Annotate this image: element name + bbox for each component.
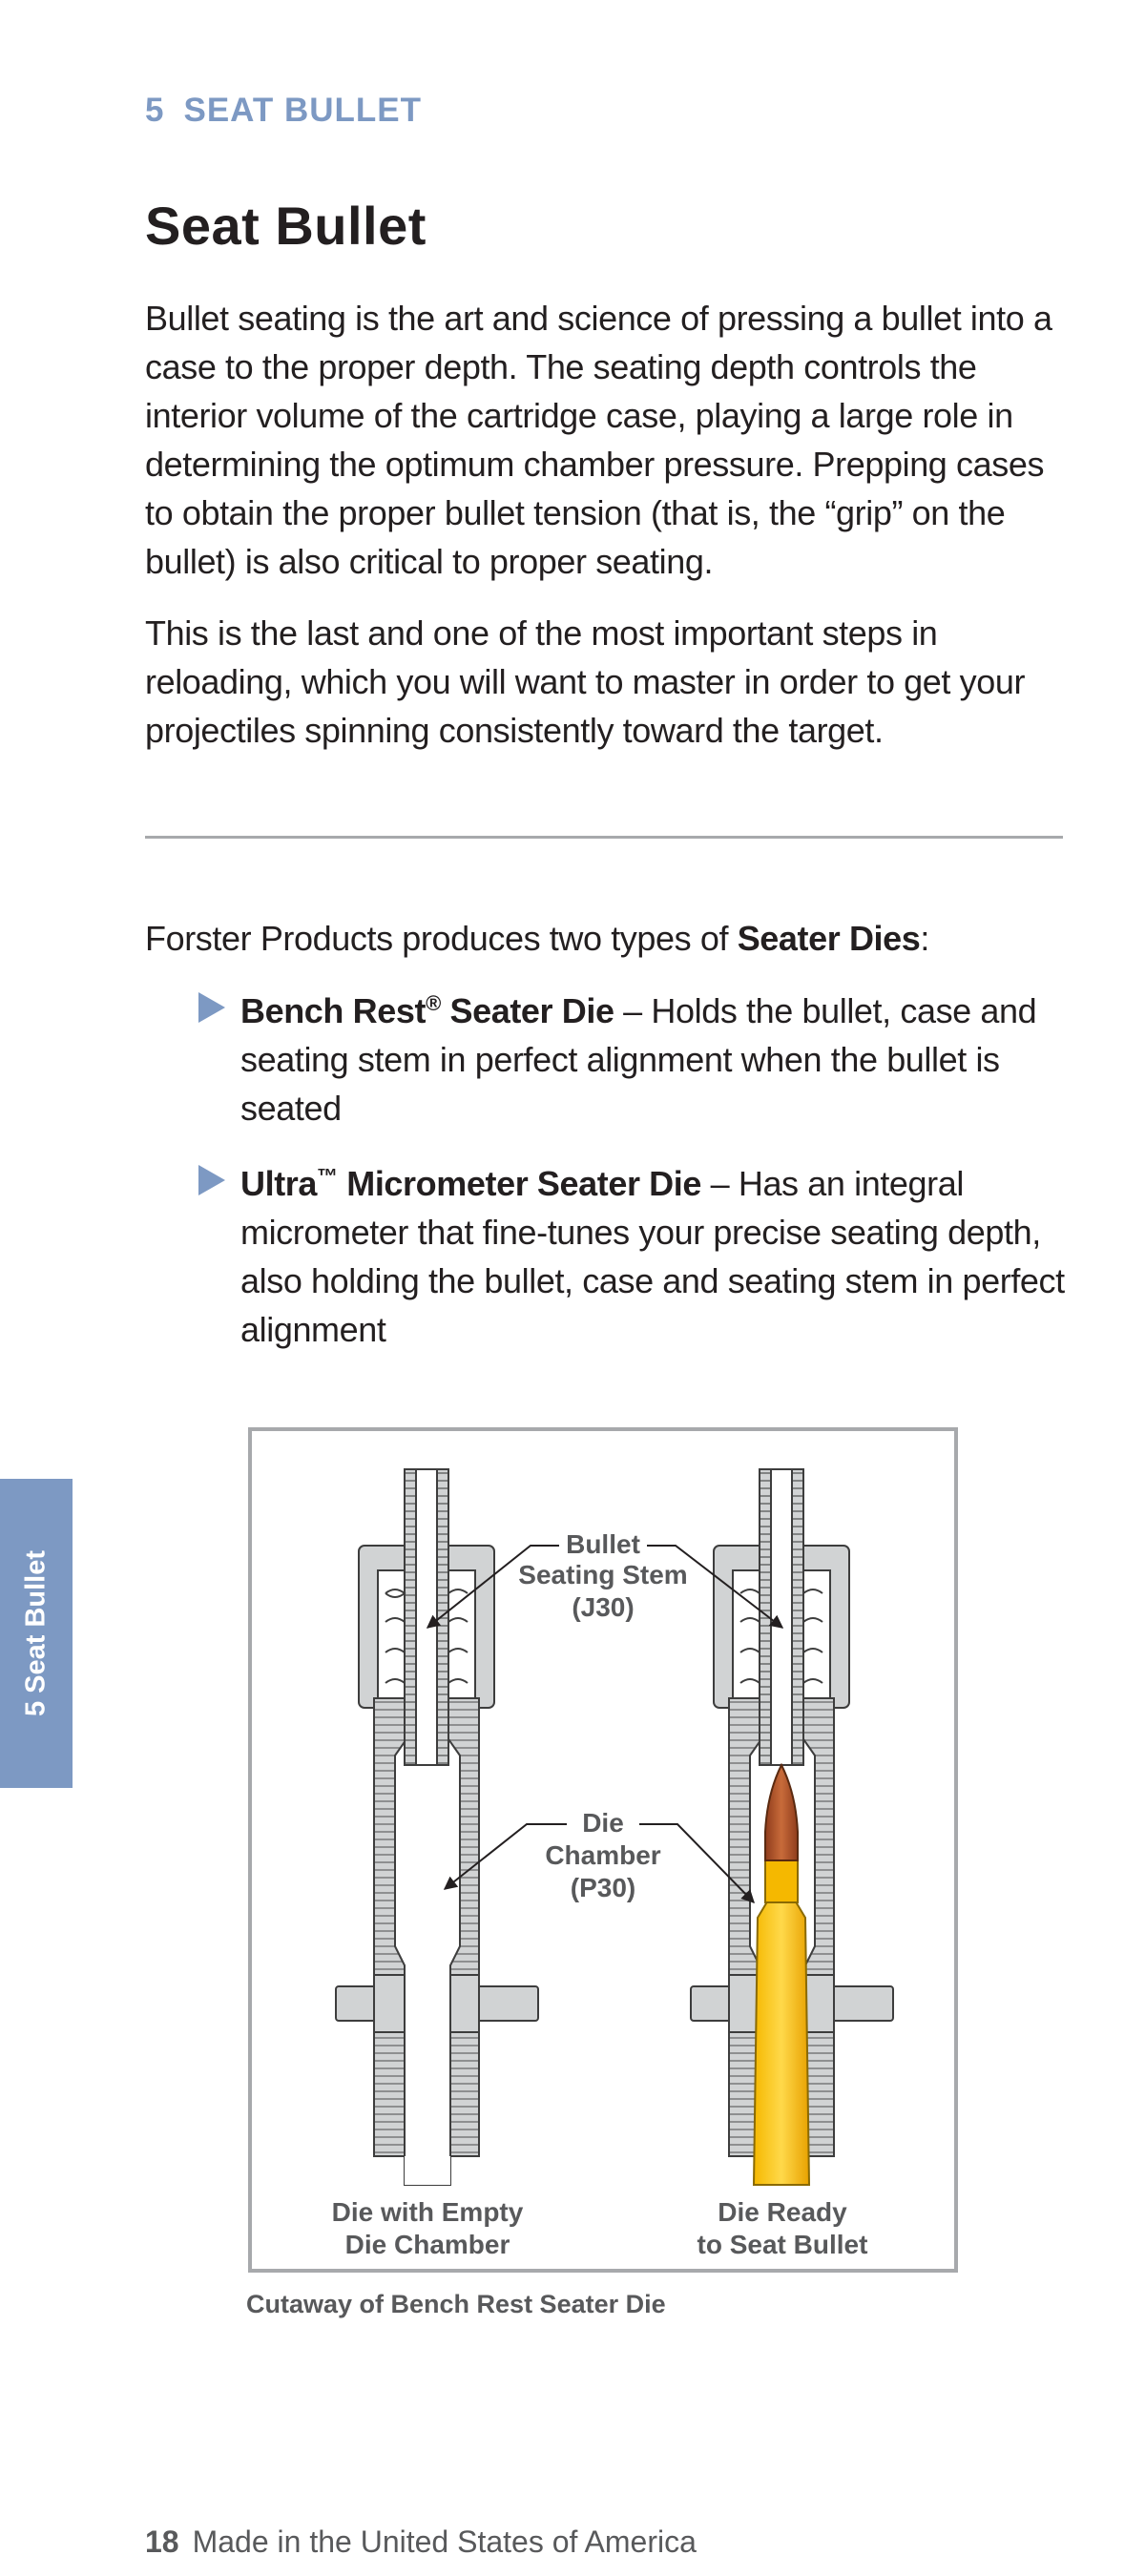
page-footer xyxy=(145,2524,697,2560)
product-description: – Has an integral micrometer that fine-tunes your precise seating depth, also holding the bullet, case and seating stem in perfect alignment xyxy=(240,1164,1065,1349)
seater-die-cutaway-diagram xyxy=(252,1431,954,2269)
stem-label-line1: Bullet xyxy=(566,1529,640,1559)
footer-text: Made in the United States of America xyxy=(192,2524,697,2559)
intro-paragraph: Bullet seating is the art and science of pressing a bullet into a case to the proper depth. The seating depth controls the interior volume of the cartridge case, playing a large role in determining the optimum chamber pressure. Prepping cases to obtain the proper bullet tension (that is, the “grip” on the bullet) is also critical to proper seating. xyxy=(145,299,1052,581)
intro-suffix: : xyxy=(920,919,930,958)
page-title: Seat Bullet xyxy=(145,196,427,256)
right-die xyxy=(691,1469,893,2185)
list-item xyxy=(195,1152,1072,1354)
chapter-header xyxy=(145,92,422,130)
stem-label-line3: (J30) xyxy=(572,1592,635,1622)
product-name: Bench Rest® Seater Die xyxy=(240,991,614,1030)
product-description: – Holds the bullet, case and seating stem in perfect alignment when the bullet is seated xyxy=(240,991,1037,1128)
left-die xyxy=(336,1469,538,2185)
seater-die-list xyxy=(195,979,1072,1373)
triangle-bullet-icon xyxy=(198,1165,225,1195)
chamber-label-line2: Chamber xyxy=(545,1840,661,1870)
product-name: Ultra™ Micrometer Seater Die xyxy=(240,1164,702,1203)
left-caption-line2: Die Chamber xyxy=(344,2230,510,2259)
importance-paragraph: This is the last and one of the most important steps in reloading, which you will want to master in order to get your projectiles spinning consistently toward the target. xyxy=(145,613,1026,750)
right-caption-line2: to Seat Bullet xyxy=(697,2230,868,2259)
seater-die-figure xyxy=(248,1427,958,2273)
stem-label-line2: Seating Stem xyxy=(518,1560,688,1589)
list-item xyxy=(195,979,1072,1132)
section-divider xyxy=(145,836,1063,839)
chamber-label-line1: Die xyxy=(582,1808,624,1838)
chamber-label-line3: (P30) xyxy=(570,1873,636,1902)
right-caption-line1: Die Ready xyxy=(718,2197,847,2227)
chapter-side-tab xyxy=(0,1479,73,1788)
intro-emphasis: Seater Dies xyxy=(737,919,921,958)
figure-caption: Cutaway of Bench Rest Seater Die xyxy=(246,2290,666,2318)
chapter-number: 5 xyxy=(145,92,165,129)
left-caption-line1: Die with Empty xyxy=(331,2197,524,2227)
triangle-bullet-icon xyxy=(198,992,225,1023)
side-tab-label: 5 Seat Bullet xyxy=(20,1549,52,1717)
page-number: 18 xyxy=(145,2524,179,2559)
seater-dies-intro xyxy=(145,914,929,963)
intro-prefix: Forster Products produces two types of xyxy=(145,919,738,958)
chapter-title: SEAT BULLET xyxy=(183,92,422,129)
